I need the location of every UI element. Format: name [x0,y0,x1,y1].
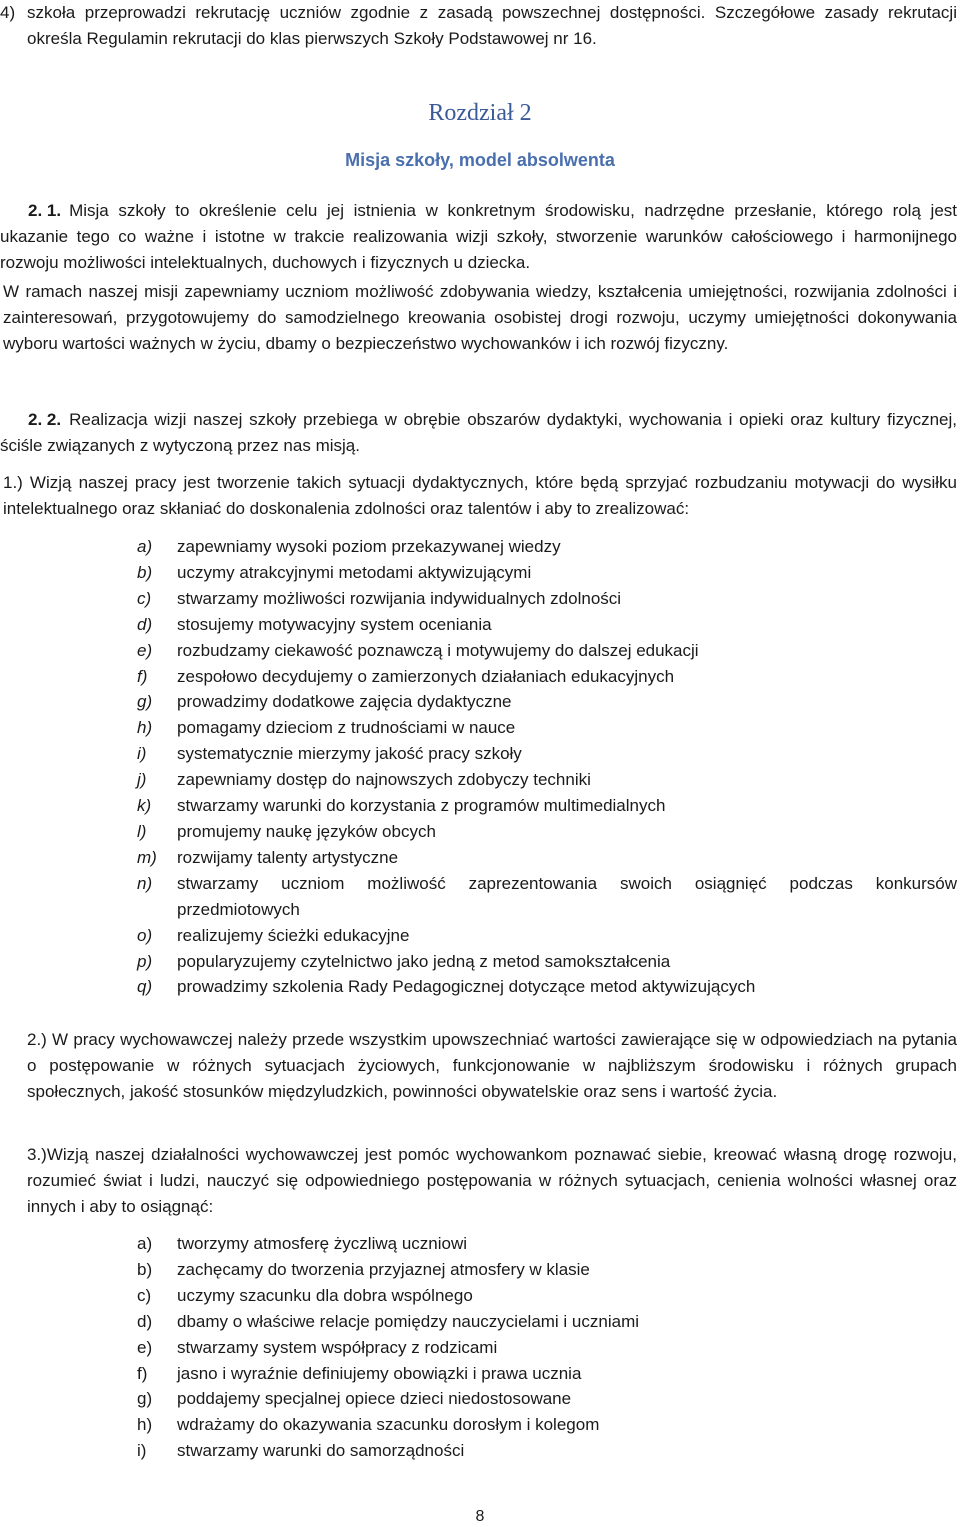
list-item-marker: h) [137,718,153,738]
list-item [137,923,957,949]
list-item [137,793,957,819]
list-item-text: pomagamy dzieciom z trudnościami w nauce [177,718,516,738]
list-item [137,1231,957,1257]
section-2-2-number: 2. 2. [28,410,62,429]
list-item-marker: d) [137,614,153,634]
list-item-text: uczymy szacunku dla dobra wspólnego [177,1285,473,1305]
list-item-text: popularyzujemy czytelnictwo jako jedną z metod samokształcenia [177,951,671,971]
list-item [137,767,957,793]
list-item-text: stwarzamy uczniom możliwość zaprezentowania swoich osiągnięć podczas konkursów przedmiotowych [177,873,957,919]
list-item [137,689,957,715]
list-item [137,741,957,767]
list-item-marker: b) [137,1259,153,1279]
section-2-2-text: Realizacja wizji naszej szkoły przebiega w obrębie obszarów dydaktyki, wychowania i opieki oraz kultury fizycznej, ściśle związanych z wytyczoną przez nas misją. [0,410,957,455]
list-item-marker: g) [137,1389,153,1409]
section-2-1-number: 2. 1. [28,201,62,220]
list-item-marker: i) [137,1441,147,1461]
list-item-text: wdrażamy do okazywania szacunku dorosłym i kolegom [177,1415,600,1435]
list-item [137,1335,957,1361]
list-item-text: systematycznie mierzymy jakość pracy szkoły [177,744,522,764]
list-item-text: tworzymy atmosferę życzliwą uczniowi [177,1234,468,1253]
list-item [137,819,957,845]
list-item [137,1386,957,1412]
list-item-text: zapewniamy wysoki poziom przekazywanej wiedzy [177,537,561,556]
list-item-text: stwarzamy system współpracy z rodzicami [177,1337,498,1357]
list-item [137,560,957,586]
list-item-marker: p) [137,951,153,971]
list-item [137,1283,957,1309]
intro-paragraph [0,0,957,52]
list-item-text: stwarzamy warunki do korzystania z programów multimedialnych [177,796,666,816]
list-item [137,1309,957,1335]
list-item [137,534,957,560]
list-item-marker: m) [137,847,157,867]
list-item-text: uczymy atrakcyjnymi metodami aktywizującymi [177,562,532,582]
list-item-text: stwarzamy możliwości rozwijania indywidualnych zdolności [177,588,622,608]
list-item-marker: d) [137,1311,153,1331]
list-item-marker: n) [137,873,153,893]
list-item-text: rozbudzamy ciekawość poznawczą i motywujemy do dalszej edukacji [177,640,699,660]
list-item-marker: h) [137,1415,153,1435]
list-item-marker: f) [137,666,148,686]
list-item-marker: b) [137,562,153,582]
list-item [137,664,957,690]
point-1-list [137,534,957,1000]
list-item-marker: o) [137,925,153,945]
list-item-text: realizujemy ścieżki edukacyjne [177,925,410,945]
list-item-text: zapewniamy dostęp do najnowszych zdobyczy techniki [177,770,591,790]
list-item [137,586,957,612]
list-item-text: prowadzimy szkolenia Rady Pedagogicznej dotyczące metod aktywizujących [177,977,756,997]
list-item-marker: c) [137,588,152,608]
list-item-text: zachęcamy do tworzenia przyjaznej atmosfery w klasie [177,1259,590,1279]
list-item [137,1361,957,1387]
list-item [137,715,957,741]
list-item-marker: k) [137,796,152,816]
chapter-title: Rozdział 2 [428,100,532,126]
point-3-paragraph: 3.)Wizją naszej działalności wychowawczej jest pomóc wychowankom poznawać siebie, kreować własną drogę rozwoju, rozumieć świat i ludzi, nauczyć się odpowiedniego postępowania w różnych sytuacjach, cenienia wolności własnej oraz innych i aby to osiągnąć: [27,1145,957,1216]
intro-number: 4) [0,3,16,22]
list-item-marker: j) [137,770,147,790]
list-item-text: promujemy naukę języków obcych [177,821,436,841]
page-number: 8 [475,1508,485,1525]
list-item-marker: e) [137,640,153,660]
list-item-text: rozwijamy talenty artystyczne [177,847,399,867]
list-item-text: jasno i wyraźnie definiujemy obowiązki i prawa ucznia [177,1363,582,1383]
list-item [137,1257,957,1283]
list-item-text: poddajemy specjalnej opiece dzieci niedostosowane [177,1389,572,1409]
point-1-paragraph: 1.) Wizją naszej pracy jest tworzenie takich sytuacji dydaktycznych, które będą sprzyjać rozbudzaniu motywacji do wysiłku intelektualnego oraz skłaniać do doskonalenia zdolności oraz talentów i aby to zrealizować: [3,473,957,518]
list-item-marker: a) [137,537,153,556]
list-item [137,612,957,638]
section-2-1-paragraph-2: W ramach naszej misji zapewniamy uczniom możliwość zdobywania wiedzy, kształcenia umiejętności, rozwijania zdolności i zainteresowań, przygotowujemy do samodzielnego kreowania osobistej drogi rozwoju, uczymy umiejętności dokonywania wyboru wartości ważnych w życiu, dbamy o bezpieczeństwo wychowanków i ich rozwój fizyczny. [3,282,957,353]
list-item-text: dbamy o właściwe relacje pomiędzy nauczycielami i uczniami [177,1311,640,1331]
list-item-text: zespołowo decydujemy o zamierzonych działaniach edukacyjnych [177,666,675,686]
section-2-2-paragraph [0,407,957,459]
list-item-marker: l) [137,821,147,841]
list-item [137,1438,957,1464]
intro-text: szkoła przeprowadzi rekrutację uczniów zgodnie z zasadą powszechnej dostępności. Szczegółowe zasady rekrutacji określa Regulamin rekrutacji do klas pierwszych Szkoły Podstawowej nr 16. [27,3,957,48]
list-item [137,949,957,975]
list-item-text: stwarzamy warunki do samorządności [177,1441,465,1461]
list-item-marker: i) [137,744,147,764]
list-item [137,871,957,923]
list-item-marker: a) [137,1234,153,1253]
list-item [137,845,957,871]
list-item-text: stosujemy motywacyjny system oceniania [177,614,492,634]
list-item [137,974,957,1000]
section-2-1-paragraph [0,198,957,276]
list-item-marker: f) [137,1363,148,1383]
chapter-subtitle: Misja szkoły, model absolwenta [345,150,615,170]
list-item-marker: c) [137,1285,152,1305]
list-item-marker: g) [137,692,153,712]
list-item-text: prowadzimy dodatkowe zajęcia dydaktyczne [177,692,512,712]
point-2-paragraph: 2.) W pracy wychowawczej należy przede wszystkim upowszechniać wartości zawierające się w odpowiedziach na pytania o postępowanie w różnych sytuacjach życiowych, funkcjonowanie w najbliższym środowisku i różnych grupach społecznych, jakość stosunków międzyludzkich, powinności obywatelskie oraz sens i wartość życia. [27,1030,957,1101]
section-2-1-text: Misja szkoły to określenie celu jej istnienia w konkretnym środowisku, nadrzędne przesłanie, którego rolą jest ukazanie tego co ważne i istotne w trakcie realizowania wizji szkoły, stworzenie warunków całościowego i harmonijnego rozwoju możliwości intelektualnych, duchowych i fizycznych u dziecka. [0,201,957,272]
point-3-list [137,1231,957,1464]
list-item-marker: e) [137,1337,153,1357]
list-item-marker: q) [137,977,153,997]
list-item [137,638,957,664]
list-item [137,1412,957,1438]
